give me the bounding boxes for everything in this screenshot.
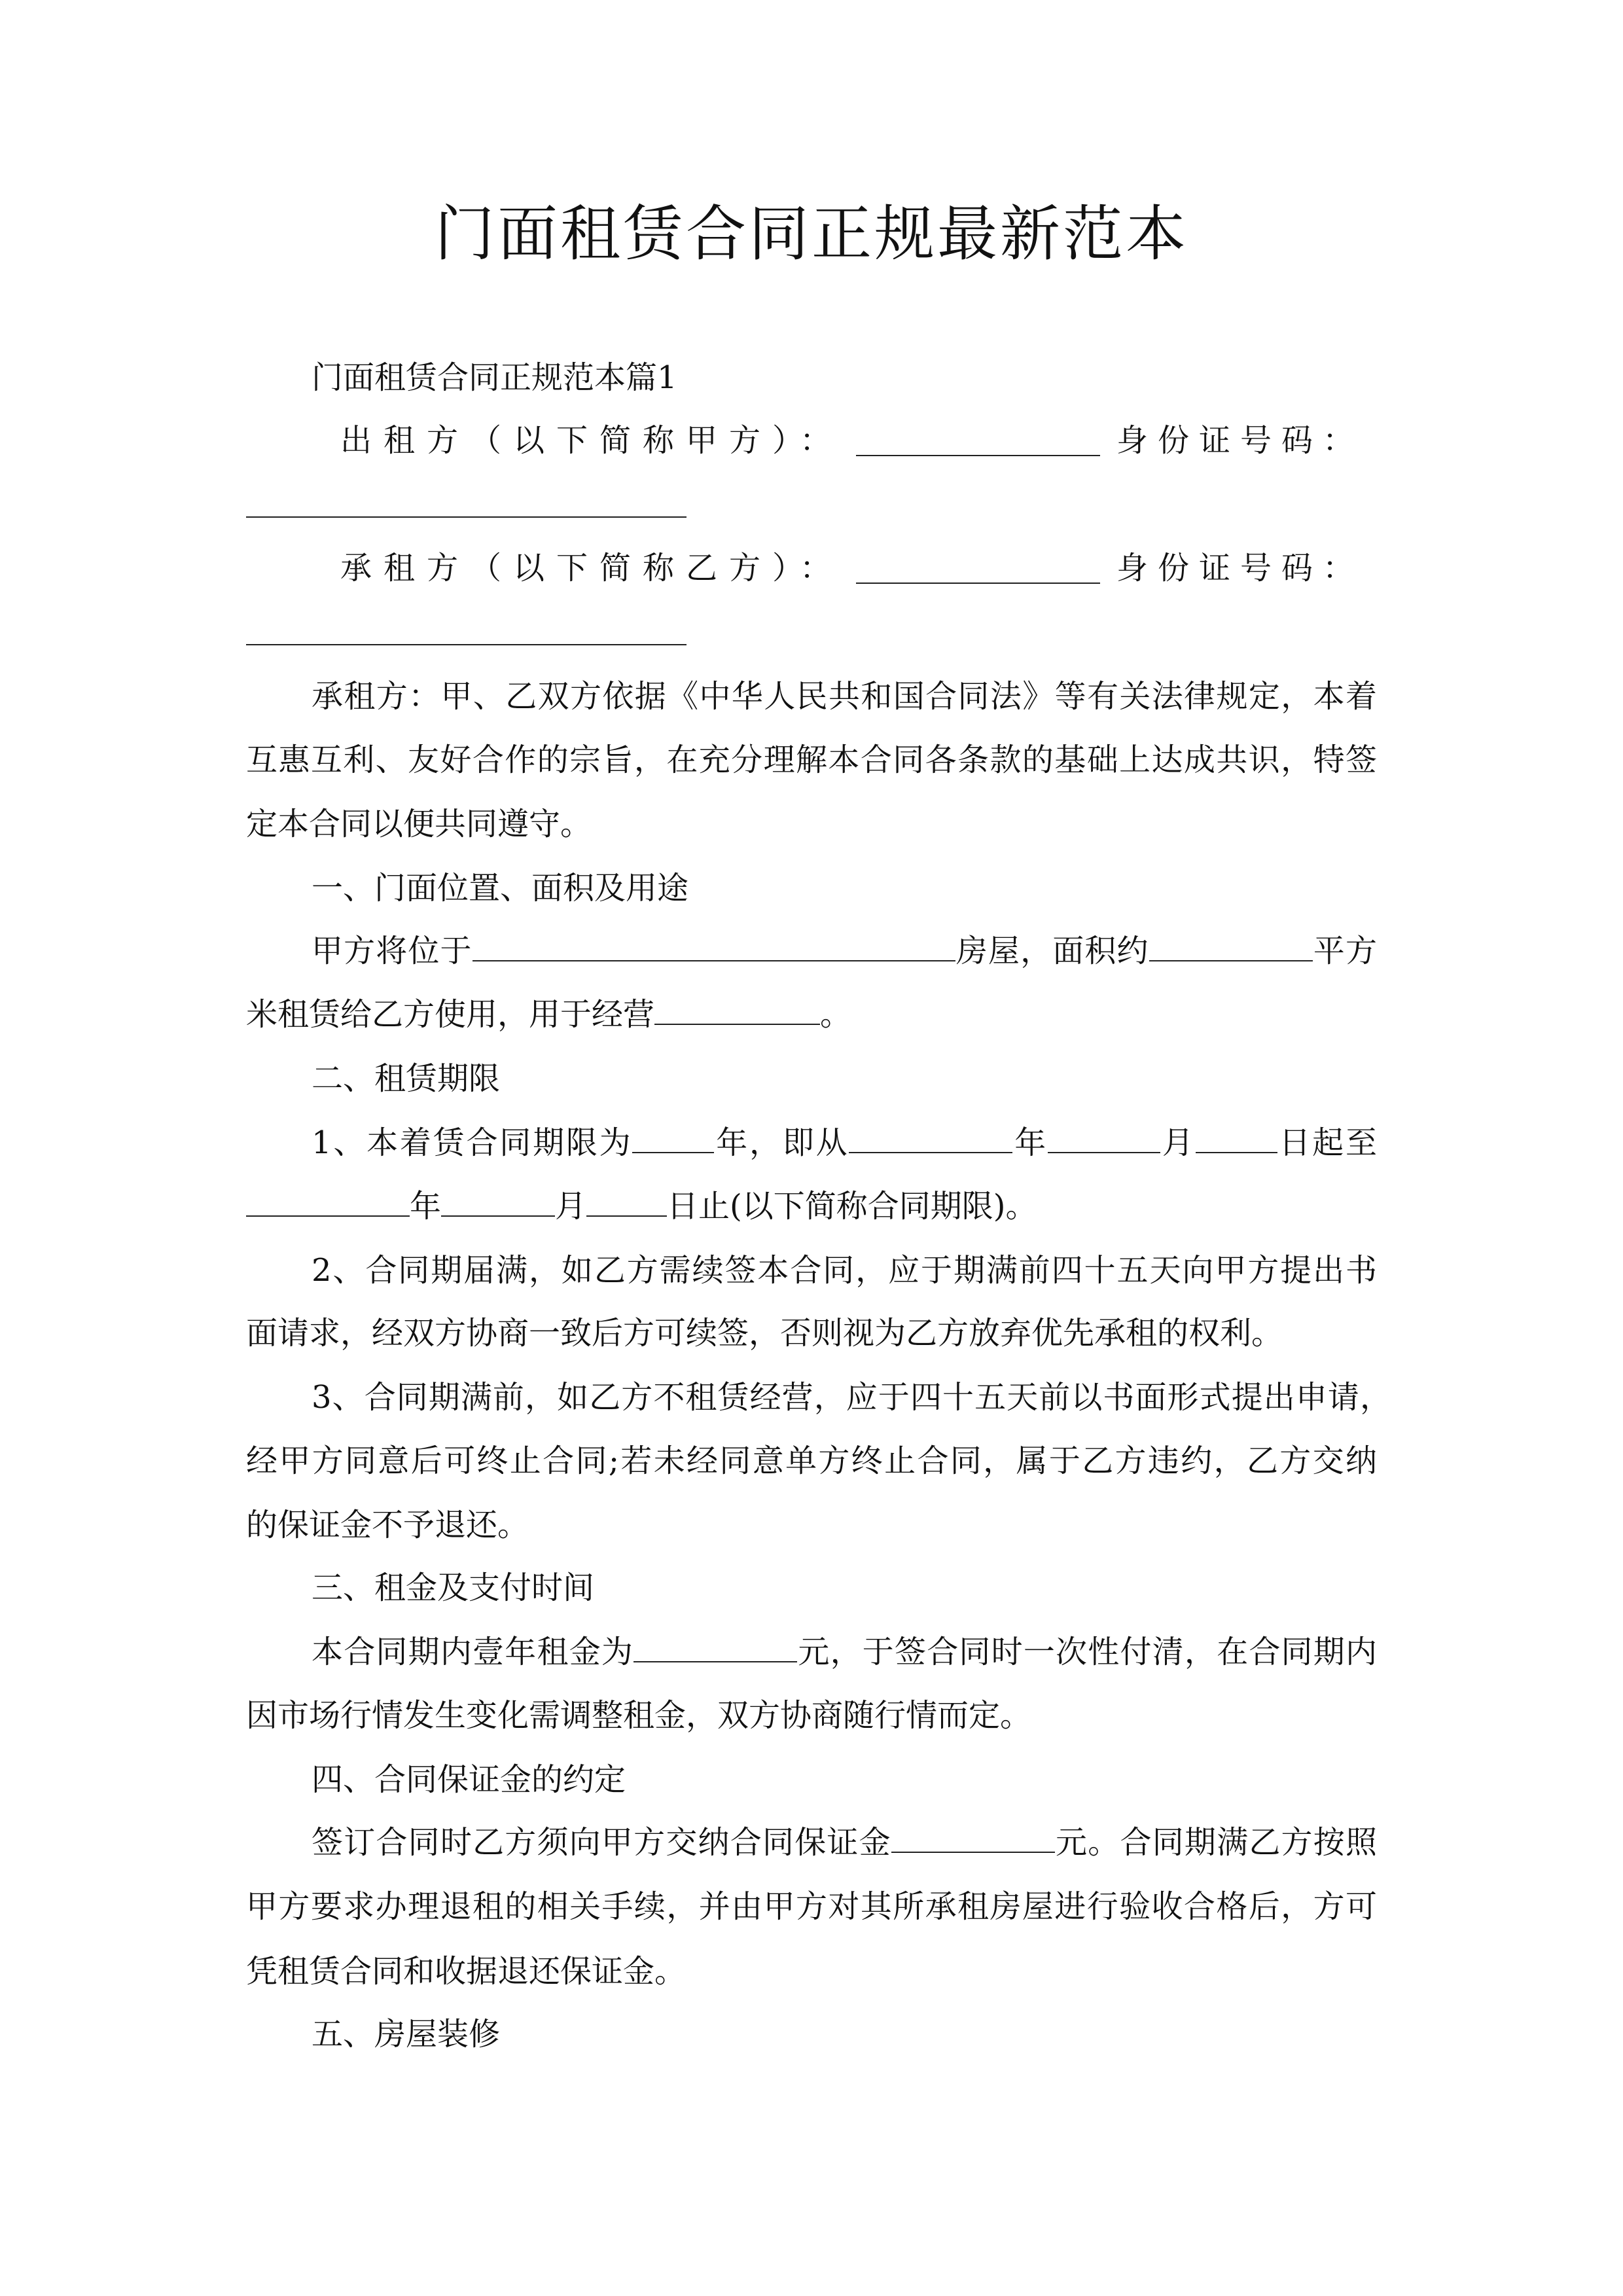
lessor-id-label: 身份证号码：: [1116, 422, 1364, 459]
area-blank: [1149, 931, 1313, 961]
deposit-blank: [891, 1823, 1055, 1853]
lessor-label: 出租方（以下简称甲方）：: [340, 422, 844, 459]
intro-line: 承租方：甲、乙双方依据《中华人民共和国合同法》等有关法律规定，本着: [312, 678, 1377, 715]
end-year-blank: [246, 1187, 410, 1217]
end-day-blank: [586, 1187, 667, 1217]
s2-p3-line: 经甲方同意后可终止合同;若未经同意单方终止合同，属于乙方违约，乙方交纳: [246, 1443, 1377, 1479]
document-title: 门面租赁合同正规最新范本: [434, 199, 1188, 269]
s1-line: 米租赁给乙方使用，用于经营 。: [246, 996, 852, 1033]
s3-line: 因市场行情发生变化需调整租金，双方协商随行情而定。: [246, 1697, 1032, 1734]
s2-p3-line: 3、合同期满前，如乙方不租赁经营，应于四十五天前以书面形式提出申请，: [312, 1379, 1391, 1416]
s2-p1-line: 1、本着赁合同期限为 年，即从 年 月 日起至: [312, 1124, 1377, 1161]
lessor-id-blank: [246, 516, 687, 518]
start-year-blank: [849, 1123, 1012, 1153]
subtitle: 门面租赁合同正规范本篇1: [312, 359, 677, 396]
start-month-blank: [1048, 1123, 1160, 1153]
lessor-name-blank: [856, 455, 1100, 456]
lessee-id-label: 身份证号码：: [1116, 550, 1364, 586]
lessee-label: 承租方（以下简称乙方）：: [340, 550, 844, 586]
end-month-blank: [441, 1187, 555, 1217]
s1-line: 甲方将位于 房屋，面积约 平方: [312, 933, 1377, 969]
s3-line: 本合同期内壹年租金为 元，于签合同时一次性付清，在合同期内: [312, 1634, 1377, 1670]
s4-line: 凭租赁合同和收据退还保证金。: [246, 1953, 687, 1990]
s2-p2-line: 面请求，经双方协商一致后方可续签，否则视为乙方放弃优先承租的权利。: [246, 1315, 1283, 1352]
s4-line: 签订合同时乙方须向甲方交纳合同保证金 元。合同期满乙方按照: [312, 1824, 1377, 1861]
section-heading: 一、门面位置、面积及用途: [312, 870, 689, 906]
location-blank: [473, 931, 955, 961]
business-blank: [654, 995, 820, 1025]
years-blank: [632, 1123, 714, 1153]
s2-p2-line: 2、合同期届满，如乙方需续签本合同，应于期满前四十五天向甲方提出书: [312, 1252, 1377, 1289]
lessee-name-blank: [856, 583, 1100, 584]
rent-blank: [633, 1632, 797, 1662]
intro-line: 定本合同以便共同遵守。: [246, 806, 592, 842]
section-heading: 二、租赁期限: [312, 1060, 501, 1097]
section-heading: 三、租金及支付时间: [312, 1570, 595, 1606]
section-heading: 四、合同保证金的约定: [312, 1761, 626, 1798]
section-heading: 五、房屋装修: [312, 2016, 501, 2053]
start-day-blank: [1196, 1123, 1277, 1153]
intro-line: 互惠互利、友好合作的宗旨，在充分理解本合同各条款的基础上达成共识，特签: [246, 742, 1377, 778]
s2-p3-line: 的保证金不予退还。: [246, 1507, 529, 1543]
lessee-id-blank: [246, 644, 687, 645]
s4-line: 甲方要求办理退租的相关手续，并由甲方对其所承租房屋进行验收合格后，方可: [246, 1888, 1377, 1925]
s2-p1-line: 年 月 日止(以下简称合同期限)。: [246, 1185, 1377, 1227]
